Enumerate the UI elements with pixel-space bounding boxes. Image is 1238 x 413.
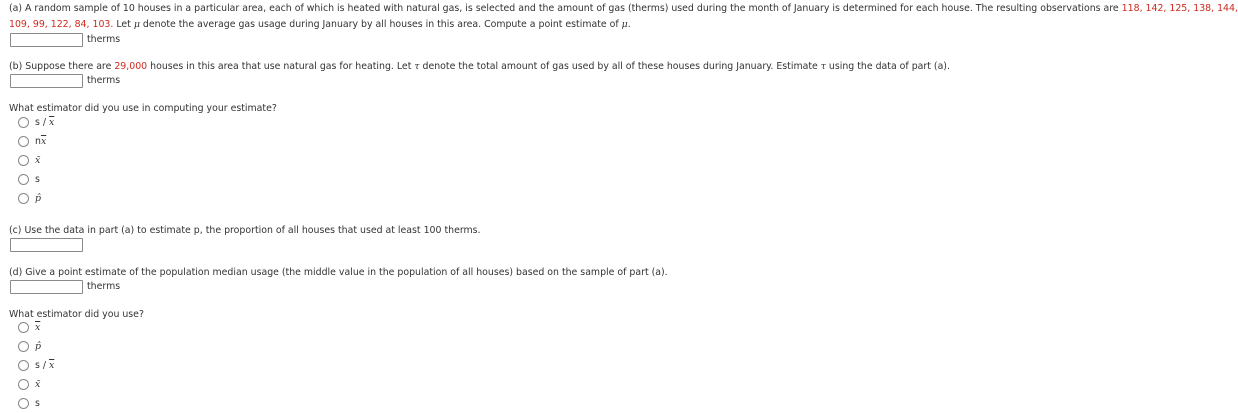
tau-symbol: τ <box>414 61 420 72</box>
option-variable: x̃ <box>35 154 41 166</box>
part-b-option-4[interactable] <box>18 172 40 186</box>
option-variable: $\overline{x}$ <box>49 116 55 128</box>
part-d-estimator-question: What estimator did you use? <box>9 309 144 320</box>
part-c-question: (c) Use the data in part (a) to estimate p, the proportion of all houses that used at least 100 therms. <box>9 225 481 236</box>
part-b-text-3: denote the total amount of gas used by all of these houses during January. Estimate <box>419 61 821 72</box>
option-label <box>35 117 54 128</box>
part-b-option-1[interactable] <box>18 115 54 129</box>
option-prefix: s <box>35 173 40 185</box>
radio-button[interactable] <box>18 379 29 390</box>
tau-symbol-2: τ <box>820 61 826 72</box>
option-variable: $\overline{x}$ <box>35 321 41 333</box>
radio-button[interactable] <box>18 155 29 166</box>
radio-button[interactable] <box>18 193 29 204</box>
part-b-text-2: houses in this area that use natural gas for heating. Let <box>147 61 415 72</box>
part-b-estimator-question: What estimator did you use in computing your estimate? <box>9 103 277 114</box>
part-d-option-1[interactable] <box>18 320 40 334</box>
option-variable: $\overline{x}$ <box>49 359 55 371</box>
part-b-text-4: using the data of part (a). <box>825 61 950 72</box>
radio-button[interactable] <box>18 117 29 128</box>
mu-symbol-end: μ <box>621 19 628 30</box>
part-a-unit-label: therms <box>87 34 121 45</box>
part-a-text: (a) A random sample of 10 houses in a particular area, each of which is heated with natural gas, is selected and the amount of gas (therms) used during the month of January is determined for each house. The resulting observations are <box>9 3 1122 14</box>
radio-button[interactable] <box>18 341 29 352</box>
part-b-houses-count: 29,000 <box>114 61 148 72</box>
mu-symbol: μ <box>133 19 140 30</box>
option-label <box>35 341 41 352</box>
part-b-question <box>9 61 950 72</box>
part-d-question: (d) Give a point estimate of the population median usage (the middle value in the population of all houses) based on the sample of part (a). <box>9 267 668 278</box>
option-variable: $\overline{x}$ <box>40 135 47 147</box>
part-d-answer-input[interactable] <box>10 280 83 294</box>
part-a-answer-input[interactable] <box>10 33 83 47</box>
part-a-question-line-1 <box>9 3 1238 14</box>
part-a-question-line-2 <box>9 19 631 30</box>
part-d-unit-label: therms <box>87 281 121 292</box>
part-d-option-2[interactable] <box>18 339 41 353</box>
option-label <box>35 136 46 147</box>
part-b-option-5[interactable] <box>18 191 41 205</box>
part-d-option-4[interactable] <box>18 377 40 391</box>
radio-button[interactable] <box>18 398 29 409</box>
part-a-observations-1: 118, 142, 125, 138, 144, <box>1121 3 1238 14</box>
option-label <box>35 193 41 204</box>
part-b-answer-input[interactable] <box>10 74 83 88</box>
part-a-text-2: Let <box>113 19 134 30</box>
part-b-text: (b) Suppose there are <box>9 61 115 72</box>
option-prefix: s / <box>35 359 50 371</box>
option-variable: x̃ <box>35 378 41 390</box>
option-label <box>35 322 40 333</box>
option-label <box>35 379 40 390</box>
option-label <box>35 174 40 185</box>
option-label <box>35 155 40 166</box>
part-a-text-3: denote the average gas usage during January by all houses in this area. Compute a point estimate of <box>139 19 622 30</box>
radio-button[interactable] <box>18 360 29 371</box>
radio-button[interactable] <box>18 174 29 185</box>
part-c-answer-input[interactable] <box>10 238 83 252</box>
option-label <box>35 360 54 371</box>
part-b-option-2[interactable] <box>18 134 46 148</box>
part-b-option-3[interactable] <box>18 153 40 167</box>
option-variable: p̂ <box>35 340 42 352</box>
part-b-unit-label: therms <box>87 75 121 86</box>
radio-button[interactable] <box>18 322 29 333</box>
option-prefix: s / <box>35 116 50 128</box>
period: . <box>627 19 631 30</box>
option-variable: p̂ <box>35 192 42 204</box>
part-d-option-3[interactable] <box>18 358 54 372</box>
part-a-observations-2: 109, 99, 122, 84, 103. <box>9 19 114 30</box>
radio-button[interactable] <box>18 136 29 147</box>
part-d-option-5[interactable] <box>18 396 40 410</box>
option-label <box>35 398 40 409</box>
option-prefix: n <box>35 135 41 147</box>
option-prefix: s <box>35 397 40 409</box>
